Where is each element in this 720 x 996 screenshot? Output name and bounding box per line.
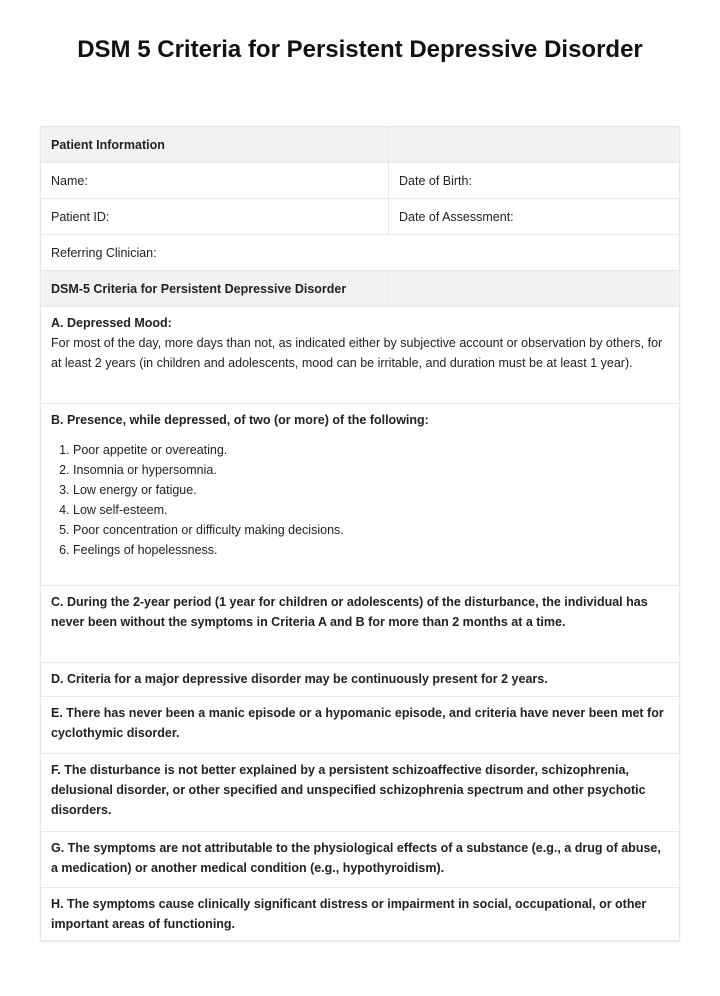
criterion-g-row <box>41 832 679 888</box>
criterion-f: F. The disturbance is not better explained by a persistent schizoaffective disorder, schizophrenia, delusional disorder, or other specified and unspecified schizophrenia spectrum and other psychotic disorders. <box>51 763 646 817</box>
name-dob-row <box>41 163 679 199</box>
criterion-a <box>41 307 679 403</box>
criterion-a-text: For most of the day, more days than not, as indicated either by subjective account or observation by others, for at least 2 years (in children and adolescents, mood can be irritable, and duration must be at least 1 year). <box>51 336 663 370</box>
criterion-d: D. Criteria for a major depressive disorder may be continuously present for 2 years. <box>51 672 548 686</box>
criterion-h-row <box>41 888 679 940</box>
criterion-g: G. The symptoms are not attributable to the physiological effects of a substance (e.g., a drug of abuse, a medication) or another medical condition (e.g., hypothyroidism). <box>51 841 661 875</box>
criterion-b-item: 4. Low self-esteem. <box>73 500 669 520</box>
criteria-form <box>40 126 680 941</box>
referring-clinician-field[interactable]: Referring Clinician: <box>51 245 157 260</box>
criterion-h: H. The symptoms cause clinically significant distress or impairment in social, occupational, or other important areas of functioning. <box>51 897 647 931</box>
patient-info-header-blank <box>389 127 679 162</box>
patient-info-header-row <box>41 127 679 163</box>
criterion-a-title: A. Depressed Mood: <box>51 316 172 330</box>
page-title: DSM 5 Criteria for Persistent Depressive Disorder <box>77 36 643 63</box>
criterion-b-title: B. Presence, while depressed, of two (or more) of the following: <box>51 413 429 427</box>
date-of-assessment-field[interactable]: Date of Assessment: <box>399 209 514 224</box>
criterion-c: C. During the 2-year period (1 year for children or adolescents) of the disturbance, the individual has never been without the symptoms in Criteria A and B for more than 2 months at a time. <box>51 595 648 629</box>
patient-info-header: Patient Information <box>41 127 389 162</box>
criteria-header-row <box>41 271 679 307</box>
criterion-d-row <box>41 663 679 697</box>
criterion-b-item: 2. Insomnia or hypersomnia. <box>73 460 669 480</box>
name-field[interactable]: Name: <box>41 163 389 198</box>
patient-id-field[interactable]: Patient ID: <box>41 199 389 234</box>
dob-field[interactable]: Date of Birth: <box>399 173 472 188</box>
criterion-b-item: 1. Poor appetite or overeating. <box>73 440 669 460</box>
criterion-b-row <box>41 404 679 586</box>
clinician-row <box>41 235 679 271</box>
criterion-f-row <box>41 754 679 832</box>
criterion-b-list <box>51 440 669 560</box>
id-doa-row <box>41 199 679 235</box>
criterion-b <box>41 404 679 585</box>
criterion-b-item: 3. Low energy or fatigue. <box>73 480 669 500</box>
criterion-b-item: 6. Feelings of hopelessness. <box>73 540 669 560</box>
criterion-c-row <box>41 586 679 663</box>
criterion-b-item: 5. Poor concentration or difficulty making decisions. <box>73 520 669 540</box>
criterion-e-row <box>41 697 679 754</box>
criterion-a-row <box>41 307 679 404</box>
criterion-e: E. There has never been a manic episode or a hypomanic episode, and criteria have never been met for cyclothymic disorder. <box>51 706 664 740</box>
criteria-header-blank <box>389 271 679 306</box>
criteria-header: DSM-5 Criteria for Persistent Depressive Disorder <box>41 271 389 306</box>
